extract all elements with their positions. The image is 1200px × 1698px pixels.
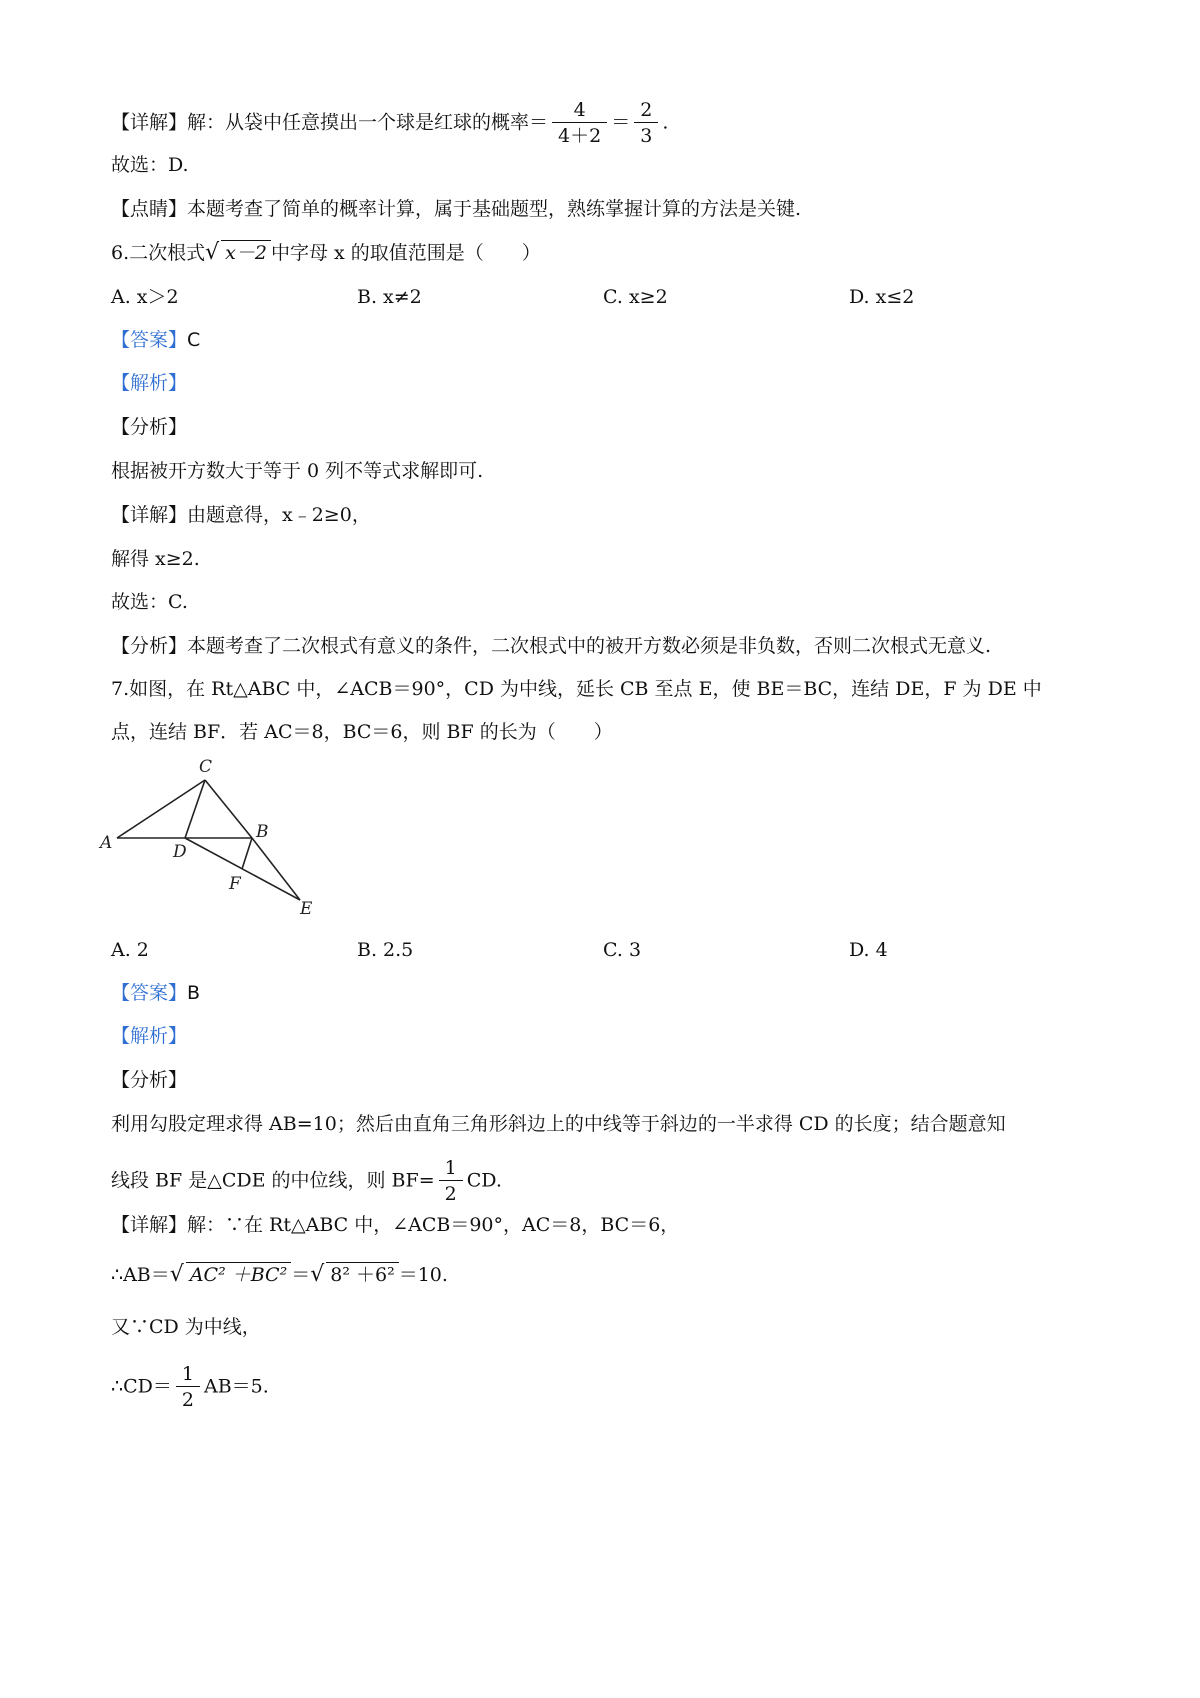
q5-comment: 【点睛】本题考查了简单的概率计算，属于基础题型，熟练掌握计算的方法是关键. (111, 198, 802, 220)
q5-choice: 故选：D. (111, 154, 189, 176)
figure-lines (117, 780, 300, 900)
q7-cd-half-fraction (176, 1362, 200, 1413)
label-b: B (256, 822, 269, 842)
q7-analysis-line-2-suffix: CD. (466, 1169, 502, 1192)
q6-stem (111, 240, 541, 266)
q7-option-d: D. 4 (849, 939, 888, 961)
q7-detail-2-suffix: ＝10. (398, 1264, 448, 1286)
label-d: D (173, 842, 187, 862)
q5-fraction-1 (552, 98, 607, 149)
q7-detail-2-equals: ＝ (291, 1264, 311, 1286)
q6-answer: C (187, 329, 201, 351)
q7-answer: B (187, 982, 201, 1004)
q6-option-b: B. x≠2 (357, 286, 422, 308)
q7-stem-line-2: 点，连结 BF．若 AC＝8，BC＝6，则 BF 的长为（ ） (111, 721, 613, 743)
q7-radicand-1: AC² ＋BC² (186, 1262, 291, 1287)
q7-stem-line-1: 7.如图，在 Rt△ABC 中，∠ACB＝90°，CD 为中线，延长 CB 至点 E，使 BE＝BC，连结 DE，F 为 DE 中 (111, 678, 1042, 700)
q7-analysis-line-2-prefix: 线段 BF 是△CDE 的中位线，则 BF= (111, 1169, 435, 1192)
label-c: C (199, 757, 213, 777)
segment-be (252, 838, 300, 900)
q5-frac2-numerator: 2 (640, 99, 653, 121)
q6-detail-2: 解得 x≥2. (111, 548, 200, 570)
q7-radicand-2: 8² ＋6² (326, 1262, 398, 1287)
segment-bf (242, 838, 252, 869)
q6-radicand: x－2 (221, 240, 271, 265)
q7-answer-line (111, 980, 200, 1006)
label-e: E (300, 899, 313, 919)
q5-frac1-denominator: 4＋2 (552, 122, 607, 149)
q7-detail-1: 【详解】解：∵在 Rt△ABC 中，∠ACB＝90°，AC＝8，BC＝6， (111, 1214, 680, 1236)
q5-period: . (662, 111, 669, 134)
label-a: A (100, 833, 113, 853)
q6-analysis-text: 根据被开方数大于等于 0 列不等式求解即可. (111, 460, 484, 482)
q7-detail-2 (111, 1262, 448, 1288)
q7-analysis-line-2 (111, 1156, 502, 1207)
q5-frac2-denominator: 3 (634, 122, 658, 149)
q7-half-numerator: 1 (444, 1157, 457, 1179)
q6-detail-1: 【详解】由题意得，x﹣2≥0， (111, 504, 371, 526)
q6-comment: 【分析】本题考查了二次根式有意义的条件，二次根式中的被开方数必须是非负数，否则二次根式无意义. (111, 635, 992, 657)
q7-analysis-head: 【分析】 (111, 1069, 188, 1091)
q5-detail-text: 【详解】解：从袋中任意摸出一个球是红球的概率＝ (111, 111, 549, 134)
q7-analysis-line-1: 利用勾股定理求得 AB=10；然后由直角三角形斜边上的中线等于斜边的一半求得 CD 的长度；结合题意知 (111, 1113, 1006, 1135)
q6-option-c: C. x≥2 (603, 286, 668, 308)
q7-option-a: A. 2 (111, 939, 149, 961)
q6-stem-prefix: 6.二次根式 (111, 242, 206, 264)
segment-cd (185, 780, 205, 838)
q6-analysis-tag: 【解析】 (111, 372, 188, 394)
q7-option-c: C. 3 (603, 939, 642, 961)
q5-equals: ＝ (611, 111, 631, 134)
q7-detail-4 (111, 1362, 269, 1413)
q7-half-fraction (439, 1156, 463, 1207)
q7-half-denominator: 2 (439, 1180, 463, 1207)
q7-detail-4-suffix: AB＝5. (203, 1375, 269, 1398)
q5-fraction-2 (634, 98, 658, 149)
q6-option-a: A. x＞2 (111, 286, 179, 308)
q7-option-b: B. 2.5 (357, 939, 414, 961)
q7-detail-3: 又∵CD 为中线， (111, 1316, 261, 1338)
q6-answer-tag: 【答案】 (111, 329, 188, 351)
q5-detail-line (111, 98, 668, 149)
q7-cd-half-numerator: 1 (181, 1363, 194, 1385)
q7-cd-half-denominator: 2 (176, 1386, 200, 1413)
radical-sign-icon: √ (169, 1262, 184, 1287)
label-f: F (229, 874, 241, 894)
q6-analysis-head: 【分析】 (111, 416, 188, 438)
q7-detail-4-prefix: ∴CD＝ (111, 1375, 172, 1398)
radical-sign-icon: √ (310, 1262, 325, 1287)
triangle-figure (95, 750, 335, 925)
q7-answer-tag: 【答案】 (111, 982, 188, 1004)
q6-answer-line (111, 327, 200, 353)
q6-option-d: D. x≤2 (849, 286, 915, 308)
q7-analysis-tag: 【解析】 (111, 1025, 188, 1047)
radical-sign-icon: √ (205, 240, 220, 265)
q5-frac1-numerator: 4 (573, 99, 586, 121)
segment-ac (117, 780, 205, 838)
q7-detail-2-prefix: ∴AB＝ (111, 1264, 170, 1286)
q6-stem-suffix: 中字母 x 的取值范围是（ ） (270, 242, 541, 264)
q6-choice: 故选：C. (111, 591, 188, 613)
segment-cb (205, 780, 252, 838)
